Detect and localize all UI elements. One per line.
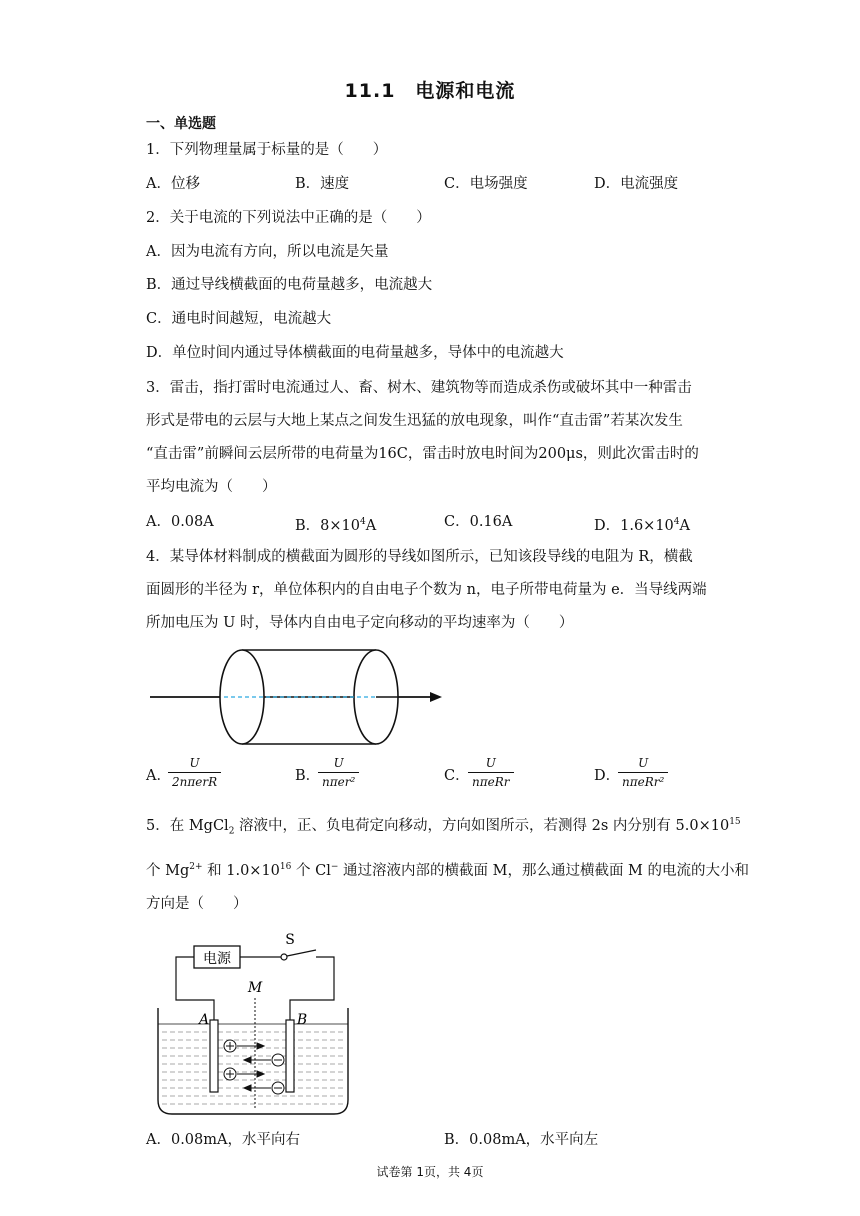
q2-option-c: C．通电时间越短，电流越大 — [146, 311, 332, 327]
q2-option-a: A．因为电流有方向，所以电流是矢量 — [146, 244, 389, 260]
switch-pivot — [281, 954, 287, 960]
switch-blade — [287, 950, 316, 956]
wire-right — [290, 957, 334, 1020]
q5-line-2: 个 $Mg^{2+}$ 和 $1.0\times 10^{16}$ 个 Cl− 通过溶液内部的横截面 M，那么通过横截面 M 的电流的大小和 — [146, 862, 750, 879]
power-source-label: 电源 — [203, 951, 231, 967]
q1-option-d: D．电流强度 — [594, 176, 679, 192]
section-heading: 一、单选题 — [146, 116, 216, 132]
electrode-a — [210, 1020, 218, 1092]
electrode-a-label: A — [198, 1012, 210, 1028]
negative-ion-2 — [244, 1082, 284, 1094]
q4-option-c-label: C． — [444, 768, 470, 784]
q1-option-b: B．速度 — [295, 176, 350, 192]
page-footer: 试卷第 1页，共 4页 — [376, 1165, 484, 1179]
q4-line-2: 面圆形的半径为 r，单位体积内的自由电子个数为 n，电子所带电荷量为 e．当导线两端 — [146, 582, 707, 598]
q3-line-3: “直击雷”前瞬间云层所带的电荷量为16C，雷击时放电时间为200μs，则此次雷击时的 — [146, 446, 699, 462]
electrolysis-figure — [150, 928, 356, 1120]
q5-option-a: A．0.08mA，水平向右 — [146, 1132, 300, 1148]
q4-option-a-fraction: U 2nπerR — [168, 756, 221, 789]
switch-label: S — [285, 932, 295, 948]
q4-option-d-fraction: U nπeRr² — [618, 756, 668, 789]
q5-line-3: 方向是（ ） — [146, 896, 248, 912]
electrode-b — [286, 1020, 294, 1092]
q5-option-b: B．0.08mA，水平向左 — [444, 1132, 599, 1148]
conductor-cylinder-figure — [146, 644, 446, 750]
q3-line-4: 平均电流为（ ） — [146, 479, 277, 495]
q3-option-a: A．0.08A — [146, 514, 214, 530]
solution-hatching — [162, 1032, 344, 1104]
q5-line-1: 5．在 MgCl$_2$ 溶液中，正、负电荷定向移动，方向如图所示，若测得 2s 内分别有 $5.0\times 10^{15}$ — [146, 817, 741, 837]
q3-option-d: D．$1.6\times 10^4A$ — [594, 517, 691, 534]
q2-option-b: B．通过导线横截面的电荷量越多，电流越大 — [146, 277, 433, 293]
q3-option-c: C．0.16A — [444, 514, 513, 530]
q3-option-b: B．$8\times 10^4A$ — [295, 517, 377, 534]
positive-ion-2 — [224, 1068, 264, 1080]
positive-ion-1 — [224, 1040, 264, 1052]
q4-option-a-label: A． — [146, 768, 171, 784]
q4-option-c-fraction: U nπeRr — [468, 756, 514, 789]
q1-option-a: A．位移 — [146, 176, 200, 192]
q2-option-d: D．单位时间内通过导体横截面的电荷量越多，导体中的电流越大 — [146, 345, 564, 361]
q3-line-1: 3．雷击，指打雷时电流通过人、畜、树木、建筑物等而造成杀伤或破坏其中一种雷击 — [146, 380, 692, 396]
q2-stem: 2．关于电流的下列说法中正确的是（ ） — [146, 210, 431, 226]
q4-option-b-fraction: U nπer² — [318, 756, 359, 789]
m-label: M — [247, 980, 263, 996]
q1-stem: 1．下列物理量属于标量的是（ ） — [146, 142, 388, 158]
q1-option-c: C．电场强度 — [444, 176, 528, 192]
q4-line-3: 所加电压为 U 时，导体内自由电子定向移动的平均速率为（ ） — [146, 615, 574, 631]
electrode-b-label: B — [296, 1012, 308, 1028]
page-title: 11.1 电源和电流 — [344, 80, 516, 102]
q4-line-1: 4．某导体材料制成的横截面为圆形的导线如图所示，已知该段导线的电阻为 R，横截 — [146, 549, 693, 565]
q4-option-d-label: D． — [594, 768, 621, 784]
q4-option-b-label: B． — [295, 768, 321, 784]
q3-line-2: 形式是带电的云层与大地上某点之间发生迅猛的放电现象，叫作“直击雷”若某次发生 — [146, 413, 683, 429]
